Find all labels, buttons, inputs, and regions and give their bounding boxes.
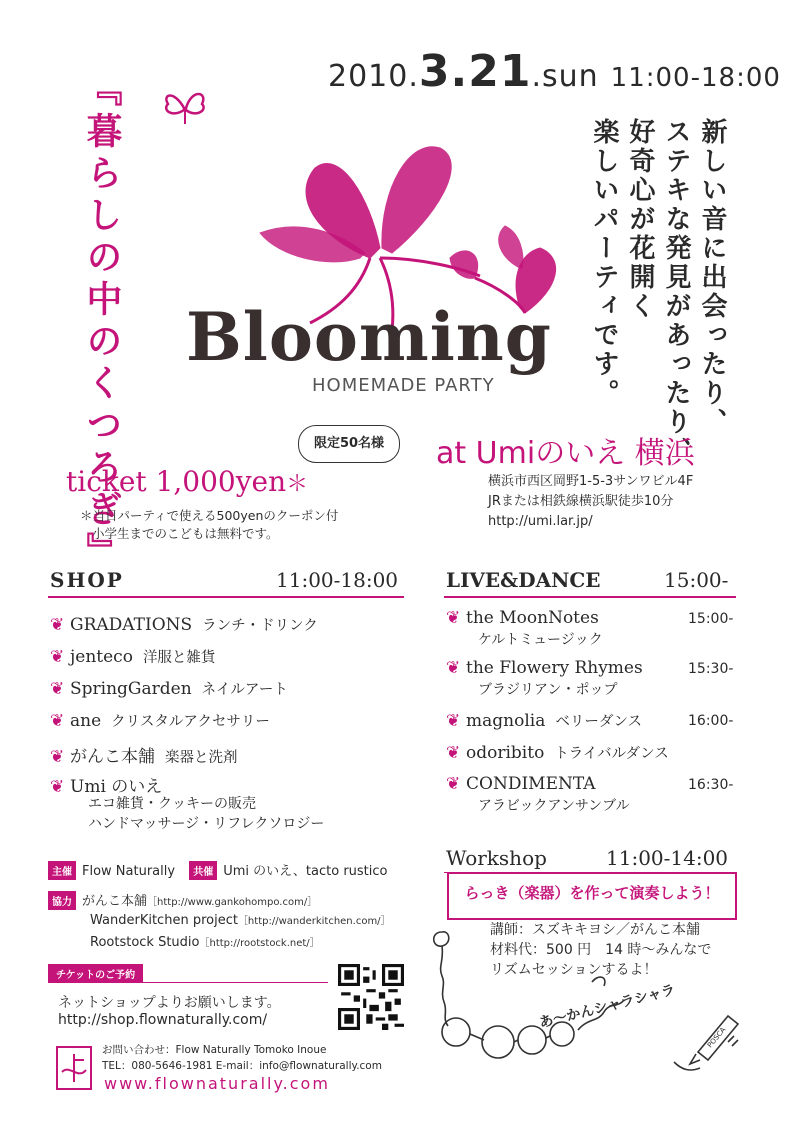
reserve-heading bbox=[48, 964, 149, 983]
workshop-line-2: 材料代：500 円 14 時〜みんなで bbox=[490, 942, 712, 958]
leaf-bullet-icon: ❦ bbox=[446, 658, 461, 678]
shop-divider bbox=[48, 596, 404, 598]
workshop-line-1: 講師：スズキキヨシ／がんこ本舗 bbox=[490, 922, 700, 938]
butterfly-icon bbox=[160, 86, 210, 130]
reserve-url[interactable]: http://shop.flownaturally.com/ bbox=[58, 1012, 268, 1028]
coop-url[interactable]: ［http://www.gankohompo.com/］ bbox=[147, 897, 318, 908]
asterisk-icon: ＊ bbox=[286, 472, 309, 497]
leaf-bullet-icon: ❦ bbox=[50, 647, 65, 667]
shop-item: ❦ jenteco 洋服と雑貨 bbox=[50, 647, 216, 667]
host-name: Flow Naturally bbox=[82, 864, 176, 879]
event-date bbox=[328, 46, 781, 97]
date-time: 11:00-18:00 bbox=[610, 63, 781, 93]
coop-line-1 bbox=[48, 890, 317, 910]
umi-sub-2: ハンドマッサージ・リフレクソロジー bbox=[88, 816, 325, 832]
shop-item: ❦ Umi のいえ bbox=[50, 777, 163, 797]
leaf-bullet-icon: ❦ bbox=[446, 743, 461, 763]
reserve-divider bbox=[48, 982, 328, 983]
shop-item: ❦ ane クリスタルアクセサリー bbox=[50, 711, 270, 731]
live-time: 15:00- bbox=[664, 568, 729, 592]
live-item-desc: ケルトミュージック bbox=[478, 632, 603, 648]
intro-line-4: 楽しいパーティです。 bbox=[589, 118, 619, 408]
shop-time: 11:00-18:00 bbox=[276, 568, 399, 592]
workshop-banner: らっき（楽器）を作って演奏しよう！ bbox=[464, 884, 720, 902]
workshop-time: 11:00-14:00 bbox=[606, 846, 729, 870]
leaf-bullet-icon: ❦ bbox=[50, 615, 65, 635]
live-item-time: 15:30- bbox=[688, 661, 734, 677]
ticket-note-1: ＊当日パーティで使える500yenのクーポン付 bbox=[80, 508, 339, 523]
date-year: 2010. bbox=[328, 59, 419, 94]
leaf-bullet-icon: ❦ bbox=[446, 711, 461, 731]
date-month: 3 bbox=[418, 46, 451, 97]
coop-line-3 bbox=[90, 934, 320, 950]
date-dow: .sun bbox=[531, 59, 599, 94]
event-title: Blooming bbox=[186, 298, 552, 376]
host-line bbox=[48, 860, 387, 880]
qr-code bbox=[338, 964, 404, 1030]
shaker-illustration bbox=[428, 922, 748, 1082]
coop-tag: 協力 bbox=[48, 891, 76, 910]
cohost-tag: 共催 bbox=[189, 861, 217, 880]
ticket-price bbox=[66, 465, 308, 498]
illustration-caption: あ〜かんシャラシャラ bbox=[537, 982, 677, 1032]
workshop-heading: Workshop bbox=[446, 846, 547, 870]
live-heading: LIVE&DANCE bbox=[446, 568, 601, 592]
live-item-desc: アラビックアンサンブル bbox=[478, 798, 630, 814]
contact-line-1: お問い合わせ：Flow Naturally Tomoko Inoue bbox=[102, 1044, 327, 1056]
ticket-notes bbox=[80, 507, 338, 543]
leaf-bullet-icon: ❦ bbox=[50, 747, 65, 767]
live-item: ❦ odoribito トライバルダンス bbox=[446, 743, 669, 763]
date-dot: . bbox=[450, 46, 469, 97]
umi-sub-1: エコ雑貨・クッキーの販売 bbox=[88, 796, 256, 812]
shop-item: ❦ がんこ本舗 楽器と洗剤 bbox=[50, 747, 238, 767]
intro-line-2: ステキな発見があったり、 bbox=[661, 118, 691, 466]
venue-access: JRまたは相鉄線横浜駅徒歩10分 bbox=[488, 494, 674, 509]
live-item: ❦ the MoonNotes bbox=[446, 608, 599, 628]
leaf-bullet-icon: ❦ bbox=[50, 777, 65, 797]
venue-name: at Umiのいえ 横浜 bbox=[436, 436, 695, 471]
limited-badge: 限定50名様 bbox=[298, 425, 400, 463]
cohost-name: Umi のいえ、tacto rustico bbox=[223, 864, 388, 879]
live-item-time: 15:00- bbox=[688, 611, 734, 627]
venue-address: 横浜市西区岡野1-5-3サンワビル4F bbox=[488, 474, 694, 489]
coop-name: WanderKitchen project bbox=[90, 913, 238, 928]
contact-line-2: TEL：080-5646-1981 E-mail：info@flownaturally.com bbox=[102, 1060, 382, 1072]
umi-description bbox=[88, 794, 324, 834]
flow-naturally-logo bbox=[56, 1046, 92, 1090]
reserve-text: ネットショップよりお願いします。 bbox=[58, 995, 281, 1011]
venue-url[interactable]: http://umi.lar.jp/ bbox=[488, 514, 593, 529]
leaf-bullet-icon: ❦ bbox=[50, 711, 65, 731]
coop-line-2 bbox=[90, 912, 391, 928]
shop-item: ❦ SpringGarden ネイルアート bbox=[50, 679, 288, 699]
live-item: ❦ the Flowery Rhymes bbox=[446, 658, 643, 678]
ticket-note-2: 小学生までのこどもは無料です。 bbox=[92, 526, 279, 541]
coop-url[interactable]: ［http://rootstock.net/］ bbox=[199, 938, 320, 949]
leaf-bullet-icon: ❦ bbox=[446, 608, 461, 628]
leaf-bullet-icon: ❦ bbox=[50, 679, 65, 699]
tagline: 『暮らしの中のくつろぎ』 bbox=[81, 70, 122, 574]
live-item: ❦ CONDIMENTA bbox=[446, 774, 596, 794]
posca-label: POSCA bbox=[705, 1025, 728, 1050]
intro-line-1: 新しい音に出会ったり、 bbox=[697, 118, 727, 437]
intro-line-3: 好奇心が花開く bbox=[625, 118, 655, 321]
ticket-price-text: ticket 1,000yen bbox=[66, 465, 287, 498]
live-item: ❦ magnolia ベリーダンス bbox=[446, 711, 643, 731]
event-subtitle: HOMEMADE PARTY bbox=[312, 375, 495, 396]
host-tag: 主催 bbox=[48, 861, 76, 880]
shop-heading: SHOP bbox=[50, 568, 124, 592]
date-day: 21 bbox=[468, 46, 532, 97]
live-divider bbox=[444, 596, 736, 598]
intro-text bbox=[586, 118, 730, 466]
live-item-desc: ブラジリアン・ポップ bbox=[478, 682, 618, 698]
coop-url[interactable]: ［http://wanderkitchen.com/］ bbox=[237, 916, 391, 927]
leaf-bullet-icon: ❦ bbox=[446, 774, 461, 794]
website-url[interactable]: www.flownaturally.com bbox=[104, 1074, 330, 1093]
coop-name: がんこ本舗 bbox=[82, 894, 148, 909]
venue-details bbox=[488, 472, 693, 532]
shop-item: ❦ GRADATIONS ランチ・ドリンク bbox=[50, 615, 318, 635]
coop-name: Rootstock Studio bbox=[90, 935, 200, 950]
live-item-time: 16:00- bbox=[688, 713, 734, 729]
reserve-tag: チケットのご予約 bbox=[48, 964, 143, 983]
live-item-time: 16:30- bbox=[688, 777, 734, 793]
workshop-line-3: リズムセッションするよ！ bbox=[490, 962, 658, 978]
